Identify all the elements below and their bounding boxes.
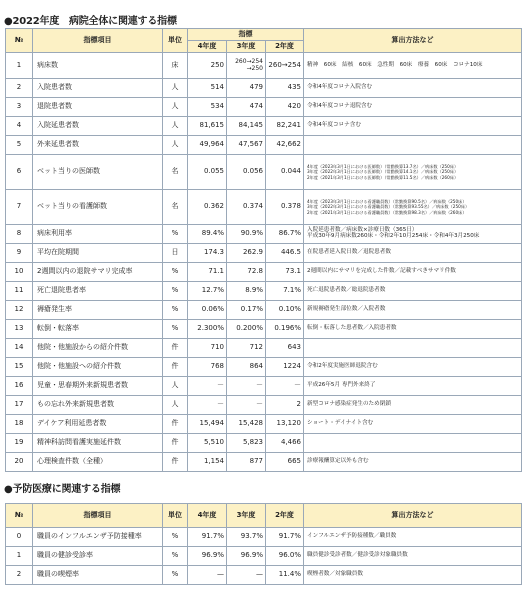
value-y2: 0.044 bbox=[266, 155, 304, 190]
value-y4: 12.7% bbox=[188, 282, 227, 301]
row-number: 16 bbox=[6, 377, 33, 396]
indicator-name: ベット当りの看護師数 bbox=[33, 190, 163, 225]
indicator-name: 転倒・転落率 bbox=[33, 320, 163, 339]
value-y3: 474 bbox=[227, 98, 266, 117]
row-number: 15 bbox=[6, 358, 33, 377]
value-y4: 2.300% bbox=[188, 320, 227, 339]
value-y4: 534 bbox=[188, 98, 227, 117]
value-y3: 15,428 bbox=[227, 415, 266, 434]
indicator-unit: 人 bbox=[163, 396, 188, 415]
indicator-unit: 人 bbox=[163, 117, 188, 136]
value-y2: 86.7% bbox=[266, 225, 304, 244]
indicator-unit: % bbox=[163, 528, 188, 547]
calculation-method: 在院患者延入院日数／退院患者数 bbox=[304, 244, 522, 263]
indicator-name: 病床数 bbox=[33, 53, 163, 79]
calculation-method-line: 3年度（2022年3月1日における看護職員数）（常勤換算93.55名）／病床数（250床） bbox=[307, 204, 470, 210]
calculation-method: インフルエンザ予防接種数／職員数 bbox=[304, 528, 522, 547]
row-number: 6 bbox=[6, 155, 33, 190]
value-y4: 0.06% bbox=[188, 301, 227, 320]
indicator-unit: 件 bbox=[163, 434, 188, 453]
header-item: 指標項目 bbox=[33, 504, 163, 528]
indicator-name: デイケア利用延患者数 bbox=[33, 415, 163, 434]
value-y3: 47,567 bbox=[227, 136, 266, 155]
table-row bbox=[6, 415, 522, 434]
header-method: 算出方法など bbox=[304, 29, 522, 53]
value-y4: 96.9% bbox=[188, 547, 227, 566]
value-y4: — bbox=[188, 566, 227, 585]
table-row bbox=[6, 117, 522, 136]
value-y3: － bbox=[227, 396, 266, 415]
calculation-method: 喫煙者数／対象職員数 bbox=[304, 566, 522, 585]
value-y3: 5,823 bbox=[227, 434, 266, 453]
calculation-method: 職員健診受診者数／健診受診対象職員数 bbox=[304, 547, 522, 566]
row-number: 8 bbox=[6, 225, 33, 244]
calculation-method: 2週間以内にサマリを完成した件数／記載すべきサマリ件数 bbox=[304, 263, 522, 282]
indicator-unit: 件 bbox=[163, 415, 188, 434]
row-number: 2 bbox=[6, 79, 33, 98]
indicator-name: 死亡退院患者率 bbox=[33, 282, 163, 301]
calculation-method: 新型コロナ感染症発生のため閉鎖 bbox=[304, 396, 522, 415]
row-number: 12 bbox=[6, 301, 33, 320]
value-y4: 768 bbox=[188, 358, 227, 377]
value-y2: 1224 bbox=[266, 358, 304, 377]
value-y3: － bbox=[227, 377, 266, 396]
value-y4: 174.3 bbox=[188, 244, 227, 263]
header-no: № bbox=[6, 29, 33, 53]
row-number: 11 bbox=[6, 282, 33, 301]
value-y2: 420 bbox=[266, 98, 304, 117]
value-y4: 250 bbox=[188, 53, 227, 79]
value-y4: 15,494 bbox=[188, 415, 227, 434]
header-y4: 4年度 bbox=[188, 41, 227, 53]
indicator-unit: % bbox=[163, 225, 188, 244]
indicator-unit: 人 bbox=[163, 136, 188, 155]
table-row bbox=[6, 434, 522, 453]
header-unit: 単位 bbox=[163, 29, 188, 53]
header-indicator: 指標 bbox=[188, 29, 304, 41]
table-row bbox=[6, 98, 522, 117]
header-y3: 3年度 bbox=[227, 504, 266, 528]
indicator-name: 職員の喫煙率 bbox=[33, 566, 163, 585]
value-y2: 0.196% bbox=[266, 320, 304, 339]
value-y2: 42,662 bbox=[266, 136, 304, 155]
indicator-unit: 人 bbox=[163, 79, 188, 98]
indicator-name: 病床利用率 bbox=[33, 225, 163, 244]
value-y2: 643 bbox=[266, 339, 304, 358]
indicator-name: 退院患者数 bbox=[33, 98, 163, 117]
value-y2: － bbox=[266, 377, 304, 396]
calculation-method: 令和4年度コロナ退院含む bbox=[304, 98, 522, 117]
value-y3: 864 bbox=[227, 358, 266, 377]
preventive-indicators-table bbox=[5, 503, 522, 585]
header-y2: 2年度 bbox=[266, 504, 304, 528]
table-row bbox=[6, 528, 522, 547]
indicator-unit: 名 bbox=[163, 190, 188, 225]
value-y2: 4,466 bbox=[266, 434, 304, 453]
value-y3: 93.7% bbox=[227, 528, 266, 547]
calculation-method: 新規褥瘡発生部位数／入院者数 bbox=[304, 301, 522, 320]
value-y4: 710 bbox=[188, 339, 227, 358]
indicator-unit: % bbox=[163, 301, 188, 320]
calculation-method bbox=[304, 155, 522, 190]
indicator-unit: % bbox=[163, 566, 188, 585]
row-number: 20 bbox=[6, 453, 33, 472]
indicator-unit: 人 bbox=[163, 377, 188, 396]
table-row bbox=[6, 547, 522, 566]
header-item: 指標項目 bbox=[33, 29, 163, 53]
value-y4: 0.055 bbox=[188, 155, 227, 190]
calculation-method-line: 平成30年9月病床数260床・令和2年10月254床・令和4年3月250床 bbox=[307, 233, 480, 239]
row-number: 3 bbox=[6, 98, 33, 117]
indicator-name: 入院患者数 bbox=[33, 79, 163, 98]
indicator-name: 褥瘡発生率 bbox=[33, 301, 163, 320]
table-row bbox=[6, 225, 522, 244]
calculation-method: 死亡退院患者数／総退院患者数 bbox=[304, 282, 522, 301]
value-y4: 0.362 bbox=[188, 190, 227, 225]
table-row bbox=[6, 53, 522, 79]
indicator-name: 他院・他施設からの紹介件数 bbox=[33, 339, 163, 358]
indicator-name: もの忘れ外来新規患者数 bbox=[33, 396, 163, 415]
indicator-unit: 件 bbox=[163, 453, 188, 472]
value-y4: 5,510 bbox=[188, 434, 227, 453]
value-y4: 89.4% bbox=[188, 225, 227, 244]
row-number: 0 bbox=[6, 528, 33, 547]
value-y3: 0.374 bbox=[227, 190, 266, 225]
row-number: 14 bbox=[6, 339, 33, 358]
value-y4: － bbox=[188, 377, 227, 396]
calculation-method bbox=[304, 339, 522, 358]
table-row bbox=[6, 155, 522, 190]
table-row bbox=[6, 377, 522, 396]
section2-title: ●予防医療に関連する指標 bbox=[4, 484, 121, 495]
calculation-method-line: 3年度（2022年3月1日における医師数）（常勤換算14.1名）／病床数（250床） bbox=[307, 169, 459, 175]
value-y2: 0.10% bbox=[266, 301, 304, 320]
value-y3: 84,145 bbox=[227, 117, 266, 136]
value-y2: 0.378 bbox=[266, 190, 304, 225]
indicator-name: 心理検査件数（全種） bbox=[33, 453, 163, 472]
value-y3: 0.200% bbox=[227, 320, 266, 339]
value-y3: 262.9 bbox=[227, 244, 266, 263]
calculation-method: 精神 60床 結核 60床 急性期 60床 療養 60床 コロナ10床 bbox=[304, 53, 522, 79]
value-y2: 96.0% bbox=[266, 547, 304, 566]
calculation-method: 平成26年5月 専門外来終了 bbox=[304, 377, 522, 396]
indicator-unit: 人 bbox=[163, 98, 188, 117]
calculation-method-line: 入院延患者数／病床数×診療日数（365日） bbox=[307, 227, 418, 234]
indicator-unit: 日 bbox=[163, 244, 188, 263]
indicator-name: 入院延患者数 bbox=[33, 117, 163, 136]
value-y3: 0.17% bbox=[227, 301, 266, 320]
row-number: 19 bbox=[6, 434, 33, 453]
value-y3-line: →250 bbox=[246, 64, 263, 72]
calculation-method: 令和4年度コロナ入院含む bbox=[304, 79, 522, 98]
table-row bbox=[6, 453, 522, 472]
section1-title: ●2022年度 病院全体に関連する指標 bbox=[4, 16, 177, 27]
value-y2: 446.5 bbox=[266, 244, 304, 263]
value-y4: 49,964 bbox=[188, 136, 227, 155]
indicator-name: 職員の健診受診率 bbox=[33, 547, 163, 566]
header-method: 算出方法など bbox=[304, 504, 522, 528]
table-row bbox=[6, 190, 522, 225]
value-y4: 91.7% bbox=[188, 528, 227, 547]
value-y3: 0.056 bbox=[227, 155, 266, 190]
row-number: 10 bbox=[6, 263, 33, 282]
value-y3: 8.9% bbox=[227, 282, 266, 301]
value-y3: 712 bbox=[227, 339, 266, 358]
table-row bbox=[6, 79, 522, 98]
value-y2: 11.4% bbox=[266, 566, 304, 585]
row-number: 13 bbox=[6, 320, 33, 339]
row-number: 9 bbox=[6, 244, 33, 263]
value-y4: 1,154 bbox=[188, 453, 227, 472]
table-row bbox=[6, 282, 522, 301]
row-number: 1 bbox=[6, 53, 33, 79]
table-row bbox=[6, 136, 522, 155]
value-y2: 82,241 bbox=[266, 117, 304, 136]
value-y4: － bbox=[188, 396, 227, 415]
calculation-method: 令和2年度実施医師退院含む bbox=[304, 358, 522, 377]
calculation-method: 診療報酬算定以外も含む bbox=[304, 453, 522, 472]
calculation-method-line: 4年度（2023年3月1日における看護職員数）（常勤換算90.5名）／病床数（250床） bbox=[307, 199, 467, 205]
header-no: № bbox=[6, 504, 33, 528]
value-y4: 71.1 bbox=[188, 263, 227, 282]
table-row bbox=[6, 396, 522, 415]
calculation-method-line: 2年度（2021年3月1日における看護職員数）（常勤換算98.3名）／病床数（260床） bbox=[307, 209, 467, 215]
indicator-name: 精神科訪問看護実施延件数 bbox=[33, 434, 163, 453]
indicator-unit: % bbox=[163, 320, 188, 339]
calculation-method bbox=[304, 225, 522, 244]
indicator-unit: % bbox=[163, 547, 188, 566]
row-number: 7 bbox=[6, 190, 33, 225]
value-y3 bbox=[227, 53, 266, 79]
header-unit: 単位 bbox=[163, 504, 188, 528]
table-row bbox=[6, 320, 522, 339]
value-y4: 81,615 bbox=[188, 117, 227, 136]
header-y4: 4年度 bbox=[188, 504, 227, 528]
indicator-name: 職員のインフルエンザ予防接種率 bbox=[33, 528, 163, 547]
indicator-name: 2週間以内の退院サマリ完成率 bbox=[33, 263, 163, 282]
indicator-unit: 床 bbox=[163, 53, 188, 79]
value-y2: 13,120 bbox=[266, 415, 304, 434]
table-row bbox=[6, 358, 522, 377]
calculation-method bbox=[304, 190, 522, 225]
value-y3-line: 260→254 bbox=[235, 57, 263, 65]
row-number: 17 bbox=[6, 396, 33, 415]
hospital-indicators-table bbox=[5, 28, 522, 472]
value-y3: 479 bbox=[227, 79, 266, 98]
value-y3: 96.9% bbox=[227, 547, 266, 566]
value-y3: — bbox=[227, 566, 266, 585]
row-number: 18 bbox=[6, 415, 33, 434]
value-y3: 90.9% bbox=[227, 225, 266, 244]
value-y4: 514 bbox=[188, 79, 227, 98]
row-number: 1 bbox=[6, 547, 33, 566]
row-number: 4 bbox=[6, 117, 33, 136]
table-row bbox=[6, 339, 522, 358]
value-y3: 72.8 bbox=[227, 263, 266, 282]
row-number: 5 bbox=[6, 136, 33, 155]
indicator-unit: % bbox=[163, 263, 188, 282]
calculation-method-line: 4年度（2023年3月1日における医師数）（常勤換算13.7名）／病床数（250床） bbox=[307, 164, 459, 170]
calculation-method bbox=[304, 434, 522, 453]
calculation-method-line: 2年度（2021年3月1日における医師数）（常勤換算11.5名）／病床数（260床） bbox=[307, 174, 459, 180]
value-y2: 665 bbox=[266, 453, 304, 472]
indicator-name: 他院・他施設への紹介件数 bbox=[33, 358, 163, 377]
table-row bbox=[6, 566, 522, 585]
calculation-method: 転倒・転落した患者数／入院患者数 bbox=[304, 320, 522, 339]
table-row bbox=[6, 263, 522, 282]
value-y2: 435 bbox=[266, 79, 304, 98]
indicator-name: 平均在院期間 bbox=[33, 244, 163, 263]
value-y2: 73.1 bbox=[266, 263, 304, 282]
calculation-method: ショート・デイナイト含む bbox=[304, 415, 522, 434]
indicator-unit: 名 bbox=[163, 155, 188, 190]
table-row bbox=[6, 301, 522, 320]
table-row bbox=[6, 244, 522, 263]
calculation-method: 令和4年度コロナ含む bbox=[304, 117, 522, 136]
value-y2: 260→254 bbox=[266, 53, 304, 79]
value-y2: 7.1% bbox=[266, 282, 304, 301]
indicator-name: 児童・思春期外来新規患者数 bbox=[33, 377, 163, 396]
indicator-name: ベット当りの医師数 bbox=[33, 155, 163, 190]
header-y3: 3年度 bbox=[227, 41, 266, 53]
indicator-unit: 件 bbox=[163, 358, 188, 377]
indicator-unit: % bbox=[163, 282, 188, 301]
value-y2: 91.7% bbox=[266, 528, 304, 547]
value-y2: 2 bbox=[266, 396, 304, 415]
indicator-name: 外来延患者数 bbox=[33, 136, 163, 155]
value-y3: 877 bbox=[227, 453, 266, 472]
row-number: 2 bbox=[6, 566, 33, 585]
indicator-unit: 件 bbox=[163, 339, 188, 358]
header-y2: 2年度 bbox=[266, 41, 304, 53]
calculation-method bbox=[304, 136, 522, 155]
